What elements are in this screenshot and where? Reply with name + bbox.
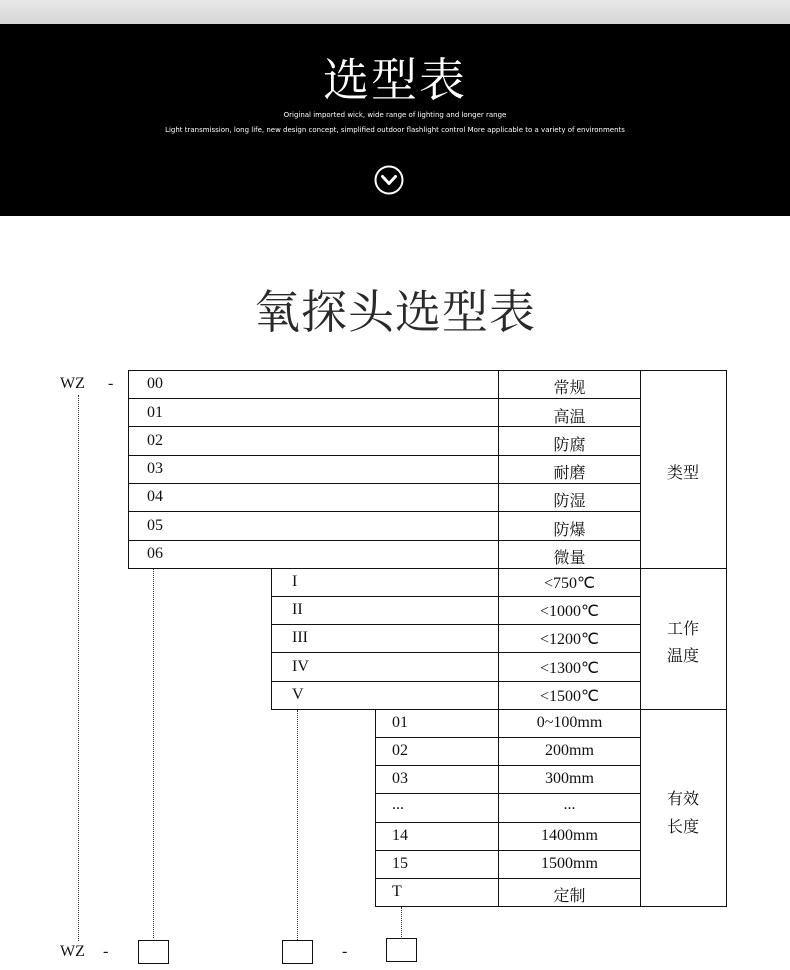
temp-group-label-2: 温度 [666,646,699,665]
length-code: 14 [392,827,408,844]
type-code: 04 [147,488,163,505]
length-value: ... [563,796,576,813]
table-line [271,624,640,625]
length-value: 1400mm [541,827,598,844]
table-line [271,596,640,597]
table-line [375,822,640,823]
bottom-prefix: WZ [60,943,85,960]
type-code-box[interactable] [138,940,169,964]
table-line [128,511,640,512]
type-group-label: 类型 [666,463,699,482]
page-title: 氧探头选型表 [254,285,536,339]
leader-line [297,710,298,940]
temp-code: V [292,686,304,703]
banner-subtitle-1: Original imported wick, wide range of lighting and longer range [283,111,507,119]
model-prefix: WZ [60,375,85,392]
length-code: ... [392,796,404,813]
type-code: 01 [147,404,163,421]
leader-line [153,569,154,938]
chevron-down-circle-icon[interactable] [374,165,404,195]
banner-subtitle-2: Light transmission, long life, new design concept, simplified outdoor flashlight control More applicable to a variety of environments [165,126,625,134]
table-line [726,370,727,907]
table-line [271,568,272,710]
length-code: 03 [392,770,408,787]
temp-group-label-1: 工作 [666,619,699,638]
type-code: 00 [147,375,163,392]
header-banner [0,24,790,216]
leader-line [78,395,79,941]
table-line [375,737,640,738]
length-value: 200mm [545,742,594,759]
temp-value: <1200℃ [540,631,599,648]
length-value: 300mm [545,770,594,787]
type-code: 05 [147,517,163,534]
type-name: 微量 [553,548,586,567]
table-line [128,483,640,484]
temp-value: <1300℃ [540,660,599,677]
temperature-code-box[interactable] [282,940,313,964]
table-line [128,370,129,569]
type-name: 常规 [553,378,586,397]
type-name: 防爆 [553,520,586,539]
model-dash: - [108,375,114,392]
type-name: 耐磨 [553,463,586,482]
length-group-label-1: 有效 [666,789,699,808]
table-line [128,540,640,541]
length-code: T [392,883,402,900]
table-line [375,709,376,907]
temp-code: IV [292,658,309,675]
type-name: 防腐 [553,435,586,454]
table-line [128,398,640,399]
length-code: 15 [392,855,408,872]
table-line [375,765,640,766]
length-group-label-2: 长度 [666,817,699,836]
length-value: 定制 [553,886,586,905]
top-strip [0,0,790,24]
table-line [375,906,727,907]
table-line [375,850,640,851]
temp-code: II [292,601,303,618]
table-line [498,370,499,907]
table-line [271,652,640,653]
table-line [128,568,726,569]
table-line [128,370,726,371]
table-line [640,370,641,907]
length-code-box[interactable] [386,938,417,962]
length-value: 0~100mm [536,714,603,731]
bottom-dash: - [103,943,109,960]
length-code: 01 [392,714,408,731]
length-value: 1500mm [541,855,598,872]
type-name: 高温 [553,407,586,426]
temp-code: III [292,629,308,646]
type-name: 防湿 [553,491,586,510]
type-code: 02 [147,432,163,449]
type-code: 06 [147,545,163,562]
temp-code: I [292,573,298,590]
temp-value: <1500℃ [540,688,599,705]
banner-title: 选型表 [323,53,467,107]
bottom-dash: - [342,943,348,960]
length-code: 02 [392,742,408,759]
type-code: 03 [147,460,163,477]
table-line [128,455,640,456]
temp-value: <1000℃ [540,603,599,620]
leader-line [401,907,402,939]
table-line [375,793,640,794]
table-line [375,878,640,879]
temp-value: <750℃ [544,575,595,592]
table-line [271,681,640,682]
